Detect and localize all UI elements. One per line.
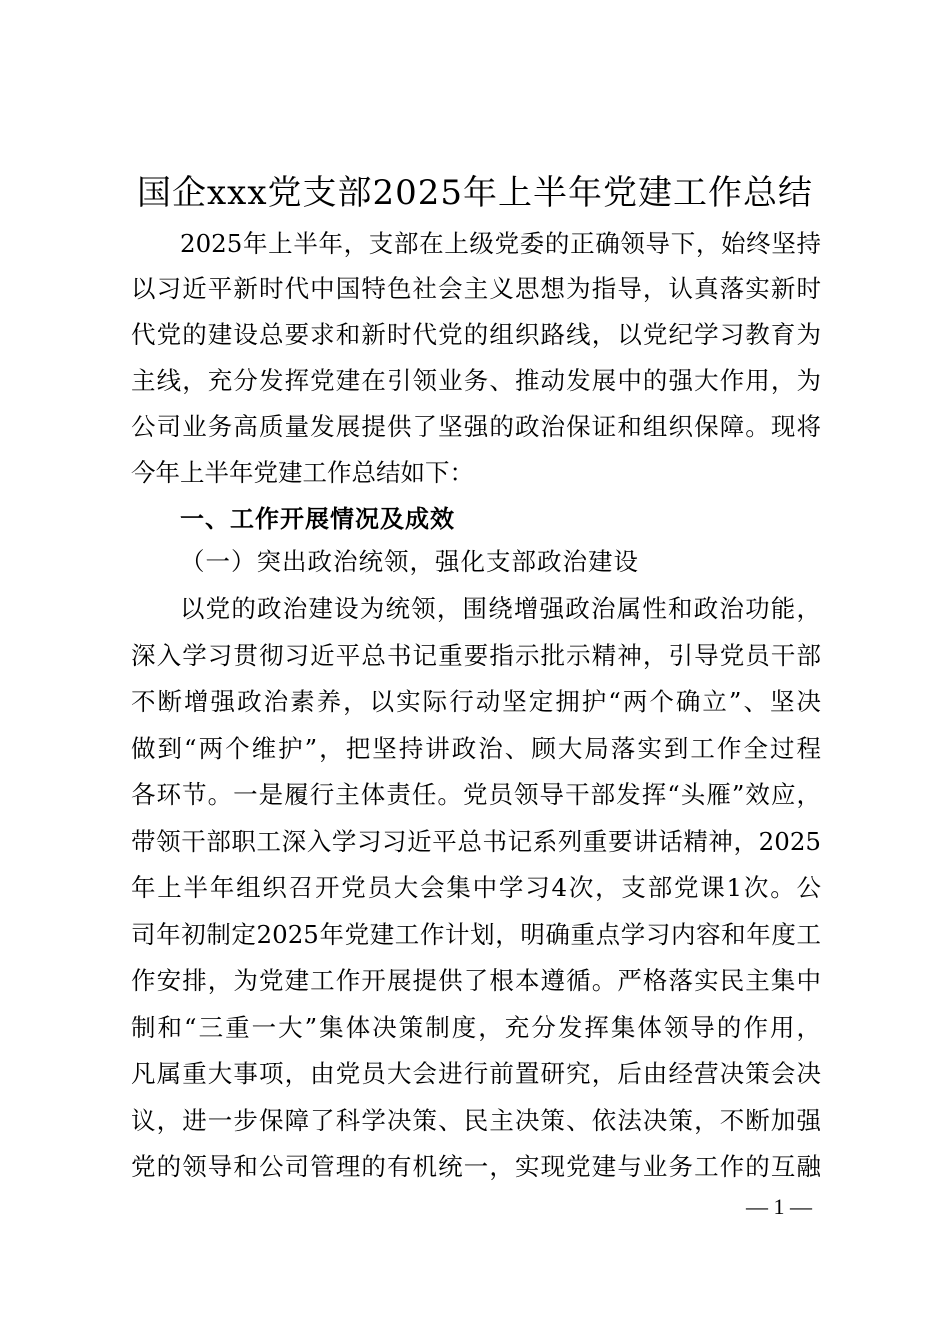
- document-title: 国企xxx党支部2025年上半年党建工作总结: [136, 173, 814, 213]
- body-line: 带领干部职工深入学习习近平总书记系列重要讲话精神，2025: [131, 827, 821, 856]
- intro-line: 代党的建设总要求和新时代党的组织路线，以党纪学习教育为: [131, 320, 821, 349]
- body-line: 深入学习贯彻习近平总书记重要指示批示精神，引导党员干部: [131, 641, 821, 670]
- page-number: — 1 —: [746, 1194, 812, 1219]
- intro-line: 公司业务高质量发展提供了坚强的政治保证和组织保障。现将: [131, 412, 821, 441]
- body-line: 司年初制定2025年党建工作计划，明确重点学习内容和年度工: [131, 920, 821, 949]
- body-line: 党的领导和公司管理的有机统一，实现党建与业务工作的互融: [131, 1152, 821, 1181]
- body-line: 做到“两个维护”，把坚持讲政治、顾大局落实到工作全过程: [131, 734, 821, 763]
- intro-line: 2025年上半年，支部在上级党委的正确领导下，始终坚持: [180, 229, 821, 258]
- body-line: 制和“三重一大”集体决策制度，充分发挥集体领导的作用，: [131, 1013, 821, 1042]
- body-line: 各环节。一是履行主体责任。党员领导干部发挥“头雁”效应，: [131, 780, 821, 809]
- section-heading: 一、工作开展情况及成效: [180, 505, 455, 533]
- body-line: 不断增强政治素养，以实际行动坚定拥护“两个确立”、坚决: [131, 687, 821, 716]
- body-line: 以党的政治建设为统领，围绕增强政治属性和政治功能，: [180, 594, 821, 623]
- intro-line: 今年上半年党建工作总结如下：: [131, 458, 474, 487]
- body-line: 凡属重大事项，由党员大会进行前置研究，后由经营决策会决: [131, 1059, 821, 1088]
- body-line: 年上半年组织召开党员大会集中学习4次，支部党课1次。公: [131, 873, 821, 902]
- intro-line: 主线，充分发挥党建在引领业务、推动发展中的强大作用，为: [131, 366, 821, 395]
- intro-line: 以习近平新时代中国特色社会主义思想为指导，认真落实新时: [131, 274, 821, 303]
- body-line: 议，进一步保障了科学决策、民主决策、依法决策，不断加强: [131, 1106, 821, 1135]
- body-line: 作安排，为党建工作开展提供了根本遵循。严格落实民主集中: [131, 966, 821, 995]
- subsection-heading: （一）突出政治统领，强化支部政治建设: [180, 547, 639, 576]
